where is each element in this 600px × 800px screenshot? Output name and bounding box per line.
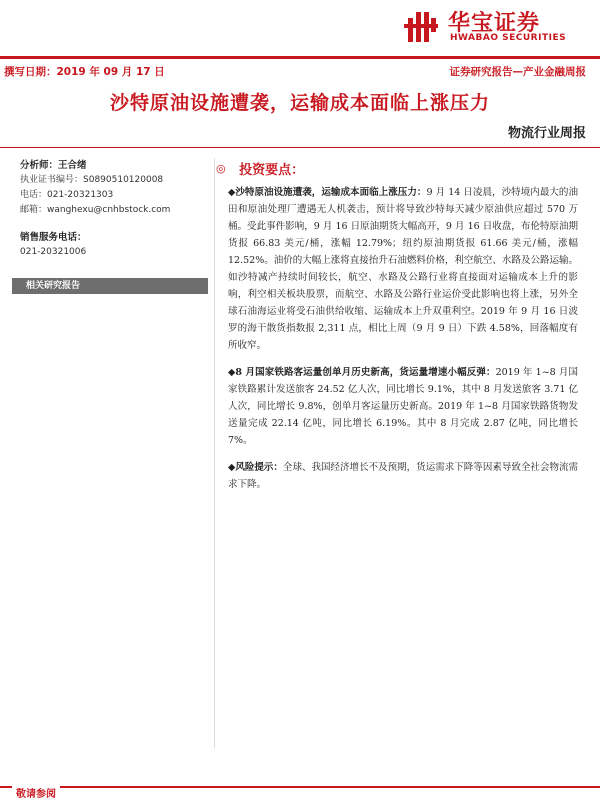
paragraph-body: 9 月 14 日凌晨，沙特境内最大的油田和原油处理厂遭遇无人机袭击，预计将导致沙特每天减少原油供应超过 570 万桶。受此事件影响，9 月 16 日原油期货大幅高开，9 月 16 日收盘，布伦特原油期货报 66.83 美元/桶，涨幅 12.79%；纽约原油期货报 61.66 美元/桶，涨幅 12.52%。油价的大幅上涨将直接抬升石油燃料价格，利空航空、水路及公路运输。如沙特减产持续时间较长，航空、水路及公路行业将直接面对运输成本上升的影响，利空相关板块股票，而航空、水路及公路行业运价受此影响也将上涨，另外全球石油海运业将受石油供给收缩、运输成本上升双重利空。2019 年 9 月 16 日波罗的海干散货指数报 2,311 点，相比上周（9 月 9 日）下跌 4.58%，回落幅度有所收窄。 bbox=[228, 187, 578, 351]
header-rule bbox=[0, 56, 600, 59]
paragraph-lead: ◆风险提示： bbox=[228, 462, 283, 473]
column-divider bbox=[214, 158, 215, 748]
analyst-name: 分析师：王合绪 bbox=[20, 160, 87, 171]
analyst-phone: 电话：021-20321303 bbox=[20, 190, 114, 200]
analyst-license: 执业证书编号：S0890510120008 bbox=[20, 175, 164, 185]
footer-rule bbox=[0, 786, 600, 788]
paragraph-body: 2019 年 1~8 月国家铁路累计发送旅客 24.52 亿人次，同比增长 9.1%，其中 8 月发送旅客 3.71 亿人次，同比增长 9.8%，创单月客运量历史新高。2019 年 1~8 月国家铁路货物发送量完成 22.14 亿吨，同比增长 6.19%。其中 8 月完成 2.87 亿吨，同比增长 7%。 bbox=[228, 367, 578, 446]
paragraph bbox=[228, 364, 578, 449]
sales-phone-label: 销售服务电话： bbox=[20, 232, 87, 243]
analyst-email[interactable]: 邮箱：wanghexu@cnhbstock.com bbox=[20, 205, 171, 215]
hwabao-logo-icon bbox=[404, 8, 442, 46]
report-date: 撰写日期：2019 年 09 月 17 日 bbox=[4, 66, 165, 78]
paragraph-lead: ◆8 月国家铁路客运量创单月历史新高，货运量增速小幅反弹： bbox=[228, 367, 496, 378]
brand-name-cn: 华宝证券 bbox=[448, 11, 541, 36]
title-rule bbox=[0, 147, 600, 148]
footer-label: 敬请参阅 bbox=[12, 785, 60, 800]
target-bullet-icon: ◎ bbox=[216, 161, 226, 175]
analyst-sidebar bbox=[20, 158, 205, 260]
section-heading: 投资要点： bbox=[239, 163, 305, 178]
page-subtitle: 物流行业周报 bbox=[507, 126, 586, 141]
paragraph bbox=[228, 459, 578, 493]
brand-logo bbox=[404, 4, 594, 48]
paragraph-lead: ◆沙特原油设施遭袭，运输成本面临上涨压力： bbox=[228, 187, 427, 198]
sales-phone: 021-20321006 bbox=[20, 247, 87, 257]
main-content bbox=[216, 158, 578, 503]
section-header bbox=[216, 158, 578, 178]
page-title: 沙特原油设施遭袭，运输成本面临上涨压力 bbox=[109, 92, 490, 114]
paragraph bbox=[228, 184, 578, 354]
paragraph-body: 全球、我国经济增长不及预期，货运需求下降等因素导致全社会物流需求下降。 bbox=[228, 462, 578, 490]
report-type: 证券研究报告—产业金融周报 bbox=[449, 66, 586, 78]
brand-name-en: HWABAO SECURITIES bbox=[450, 33, 567, 43]
related-reports-bar[interactable]: 相关研究报告 bbox=[12, 278, 208, 294]
header-row bbox=[0, 64, 600, 80]
